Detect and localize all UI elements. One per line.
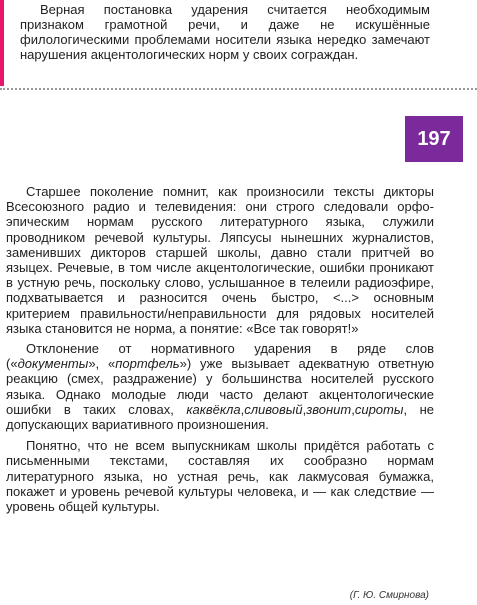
author-attribution: (Г. Ю. Смирнова) [349,590,429,601]
paragraph-2 [6,341,434,432]
example-word-5: звонит [306,401,352,417]
comma-3: , [240,401,245,417]
paragraph-2-text-b: », « [88,356,116,372]
paragraph-2-text-a: Отклонение от нормативного ударения в ряде слов (« [6,341,434,372]
example-word-4: сливовый [244,401,303,417]
paragraph-2-text-c: ») уже вызывает адекватную ответную реакцию (смех, раздражение) у большинства носителей русского языка. Однако молодые люди часто делают акцентологические ошибки в таких словах, [6,356,434,417]
comma-5: , [351,401,355,417]
paragraph-1: Старшее поколение помнит, как произносили тексты дикторы Всесоюзного радио и телевидения: они строго следовали орфо-эпическим нормам русского литературного языка, служили проводником речевой культуры. Ляпсусы нынешних журналистов, заменивших дикторов старшей школы, давно стали притчей во языцех. Речевые, в том числе акцентологические, ошибки проникают в устную речь, поскольку слово, услышанное в телеили радиоэфире, подхватывается и разносится очень быстро, <...> основным критерием правильности/неправильности для рядовых носителей языка становится не норма, а понятие: «Все так говорят!» [6,184,434,336]
page-number-badge: 197 [405,116,463,162]
example-word-3: каквёкла [186,401,241,417]
paragraph-2-text-d: , не допускающих вариативного произношения. [6,401,434,433]
example-word-2: портфель [115,356,180,372]
example-word-1: документы [17,356,89,372]
paragraph-3: Понятно, что не всем выпускникам школы придётся работать с письменными текстами, составляя их сообразно нормам литературного языка, но устная речь, как лакмусовая бумажка, покажет и уровень речевой культуры человека, и — как следствие — уровень общей культуры. [6,438,434,515]
article-body [6,184,434,519]
dotted-separator [0,88,477,90]
comma-4: , [302,401,307,417]
intro-paragraph: Верная постановка ударения считается необходимым признаком грамотной речи, и даже не искушённые филологическими проблемами носители языка нередко замечают нарушения акцентологических норм у своих сограждан. [20,2,430,62]
accent-bar [0,0,4,86]
example-word-6: сироты [354,401,404,417]
